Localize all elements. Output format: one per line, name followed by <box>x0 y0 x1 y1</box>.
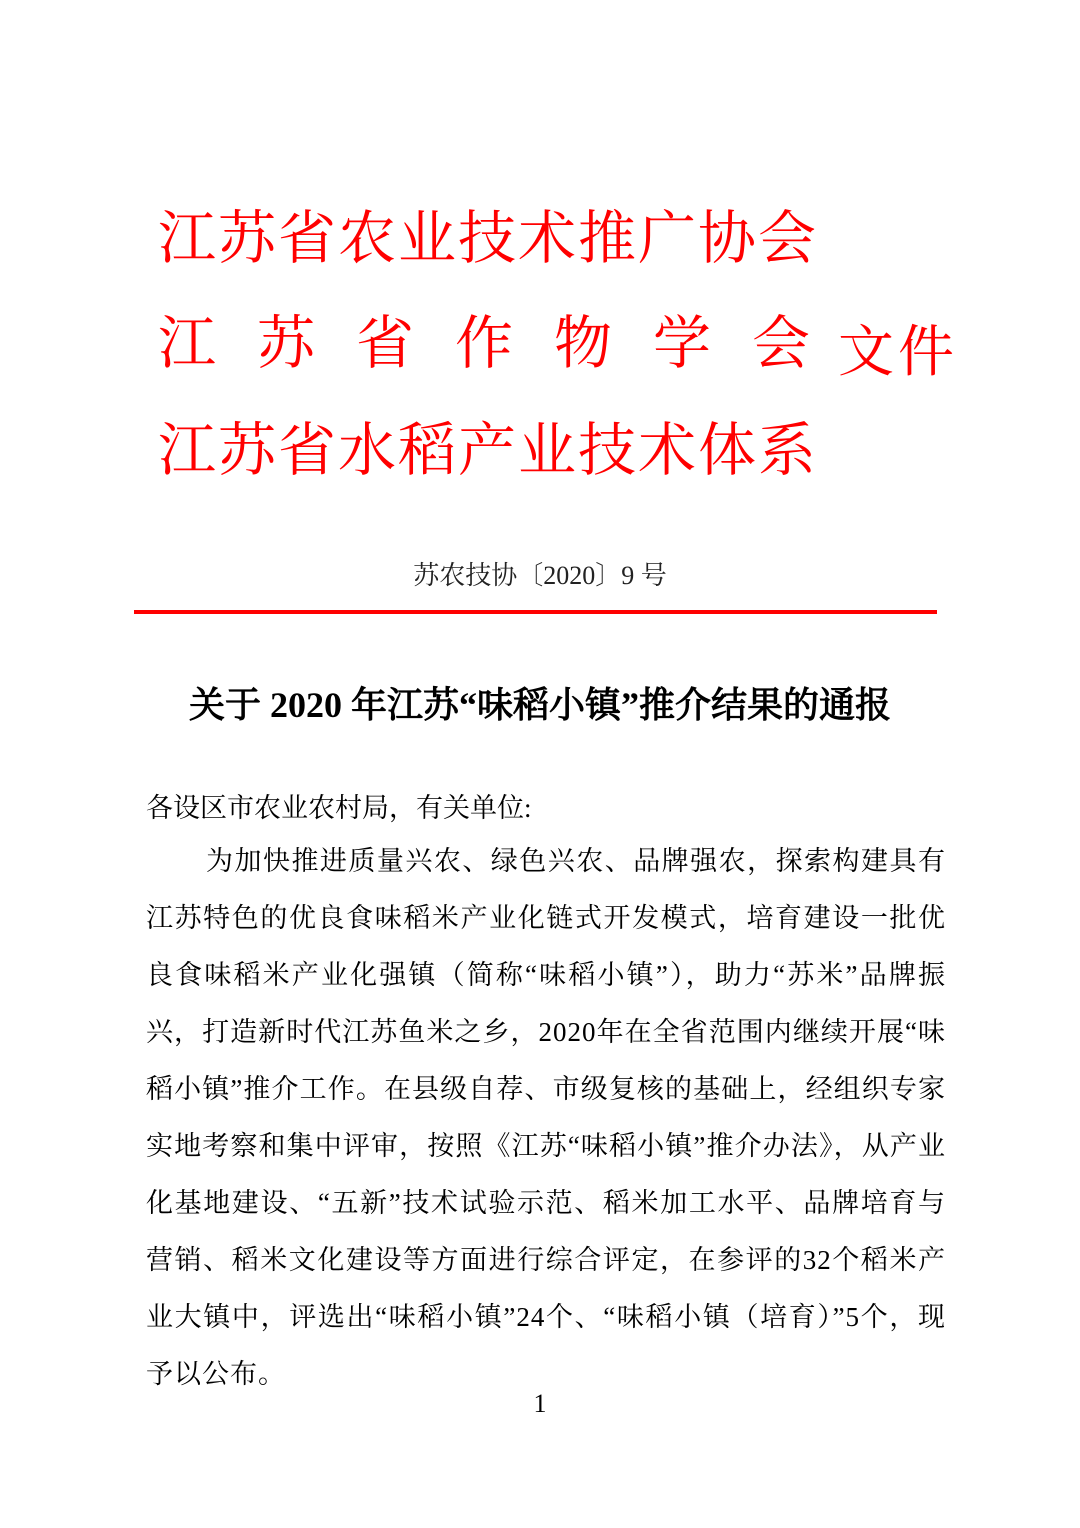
document-number: 苏农技协〔2020〕9 号 <box>413 561 667 590</box>
document-type-label: 文件 <box>838 320 958 385</box>
notice-title: 关于 2020 年江苏“味稻小镇”推介结果的通报 <box>188 685 891 725</box>
issuer-name-2: 江苏省作物学会 <box>158 309 852 377</box>
page-number: 1 <box>533 1389 547 1418</box>
red-divider <box>134 610 937 614</box>
salutation: 各设区市农业农村局，有关单位: <box>146 793 532 823</box>
issuer-name-1: 江苏省农业技术推广协会 <box>158 204 819 272</box>
body-paragraph: 为加快推进质量兴农、绿色兴农、品牌强农，探索构建具有江苏特色的优良食味稻米产业化链式开发模式，培育建设一批优良食味稻米产业化强镇（简称“味稻小镇”），助力“苏米”品牌振兴，打造新时代江苏鱼米之乡，2020年在全省范围内继续开展“味稻小镇”推介工作。在县级自荐、市级复核的基础上，经组织专家实地考察和集中评审，按照《江苏“味稻小镇”推介办法》，从产业化基地建设、“五新”技术试验示范、稻米加工水平、品牌培育与营销、稻米文化建设等方面进行综合评定，在参评的32个稻米产业大镇中，评选出“味稻小镇”24个、“味稻小镇（培育）”5个，现予以公布。 <box>146 846 946 1389</box>
issuer-name-3: 江苏省水稻产业技术体系 <box>158 416 819 484</box>
